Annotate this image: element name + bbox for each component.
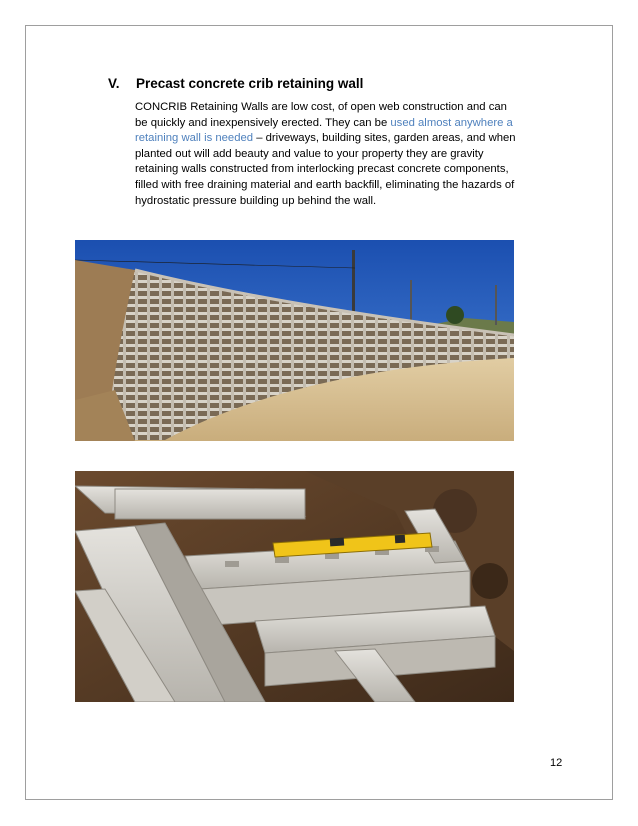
paragraph-line: retaining walls constructed from interlocking precast concrete components, (135, 163, 509, 176)
paragraph-line (135, 116, 565, 132)
section-heading (108, 76, 363, 91)
highlighted-text: used almost anywhere a (390, 116, 513, 129)
paragraph-line (135, 131, 565, 147)
crib-modules-image (75, 471, 514, 702)
paragraph-line: CONCRIB Retaining Walls are low cost, of open web construction and can (135, 101, 507, 113)
crib-wall-image (75, 240, 514, 441)
paragraph-line: filled with free draining material and earth backfill, eliminating the hazards of (135, 178, 515, 191)
paragraph-line: hydrostatic pressure building up behind the wall. (135, 194, 377, 207)
highlighted-text: retaining wall is needed (135, 132, 254, 145)
body-paragraph (135, 100, 565, 209)
section-number: V. (108, 76, 120, 91)
page-number: 12 (550, 757, 563, 769)
paragraph-line: planted out will add beauty and value to your property they are gravity (135, 147, 484, 160)
crib-modules-photo (75, 471, 514, 702)
crib-wall-photo (75, 240, 514, 441)
paragraph-text: be quickly and inexpensively erected. They can be (135, 116, 391, 129)
paragraph-text: – driveways, building sites, garden areas, and when (253, 132, 516, 145)
section-title: Precast concrete crib retaining wall (136, 76, 364, 91)
